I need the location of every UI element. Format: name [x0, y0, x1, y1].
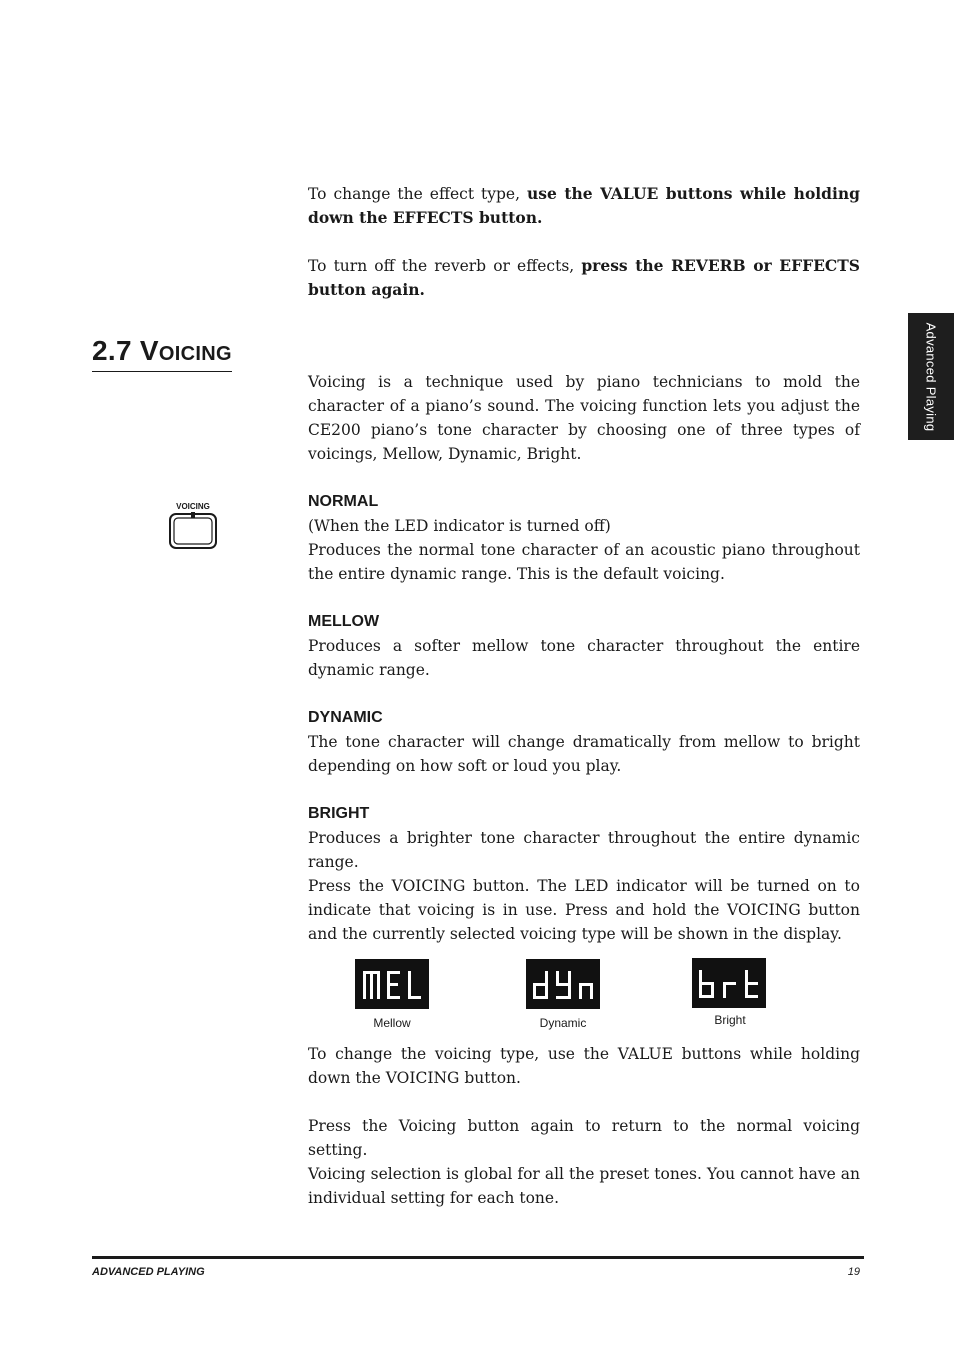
side-tab-label: Advanced Playing — [923, 322, 939, 431]
lcd-display-dynamic — [526, 959, 600, 1009]
mellow-heading: MELLOW — [308, 613, 380, 630]
lcd-caption-mellow: Mellow — [373, 1016, 411, 1030]
global-setting-paragraph: Voicing selection is global for all the preset tones. You cannot have an individual setting for each tone. — [308, 1165, 860, 1207]
bright-heading: BRIGHT — [308, 805, 370, 822]
section-title-initial: V — [139, 335, 159, 366]
reverb-off-instruction: press the REVERB or EFFECTS button again. — [308, 256, 860, 299]
footer-section-title: ADVANCED PLAYING — [92, 1266, 205, 1278]
bright-description: Produces a brighter tone character throughout the entire dynamic range. — [308, 829, 860, 871]
segment-readout-bright — [692, 958, 766, 1008]
return-normal-paragraph: Press the Voicing button again to return to the normal voicing setting. — [308, 1117, 860, 1159]
mellow-description: Produces a softer mellow tone character throughout the entire dynamic range. — [308, 637, 860, 679]
reverb-off-paragraph — [308, 254, 860, 302]
section-title-rest: OICING — [158, 343, 232, 365]
effect-type-paragraph — [308, 182, 860, 230]
dynamic-description: The tone character will change dramatically from mellow to bright depending on how soft or loud you play. — [308, 733, 860, 775]
normal-led-note: (When the LED indicator is turned off) — [308, 517, 611, 535]
dynamic-heading: DYNAMIC — [308, 709, 383, 726]
voicing-button-label: VOICING — [176, 502, 210, 511]
lcd-display-mellow — [355, 959, 429, 1009]
segment-readout-mellow — [355, 959, 429, 1009]
side-tab — [908, 313, 954, 440]
voicing-intro-paragraph: Voicing is a technique used by piano technicians to mold the character of a piano’s sound. The voicing function lets you adjust the CE200 piano’s tone character by choosing one of three types of voicings, Mellow, Dynamic, Bright. — [308, 373, 860, 463]
press-voicing-paragraph: Press the VOICING button. The LED indicator will be turned on to indicate that voicing is in use. Press and hold the VOICING button and the currently selected voicing type will be shown in the display. — [308, 877, 860, 943]
lcd-caption-bright: Bright — [714, 1013, 746, 1027]
page-number: 19 — [847, 1266, 860, 1278]
effect-type-instruction: use the VALUE buttons while holding down the EFFECTS button. — [308, 184, 861, 227]
footer-rule — [92, 1256, 864, 1259]
change-voicing-paragraph: To change the voicing type, use the VALUE buttons while holding down the VOICING button. — [308, 1045, 860, 1087]
section-heading — [92, 334, 232, 372]
section-number: 2.7 — [92, 335, 140, 366]
segment-readout-dynamic — [526, 959, 600, 1009]
lcd-caption-dynamic: Dynamic — [539, 1016, 587, 1030]
effect-type-text: To change the effect type, — [308, 185, 528, 203]
normal-description: Produces the normal tone character of an acoustic piano throughout the entire dynamic range. This is the default voicing. — [308, 541, 860, 583]
lcd-display-bright — [692, 958, 766, 1008]
reverb-off-text: To turn off the reverb or effects, — [308, 257, 582, 275]
normal-heading: NORMAL — [308, 493, 379, 510]
voicing-button-icon — [168, 512, 218, 550]
